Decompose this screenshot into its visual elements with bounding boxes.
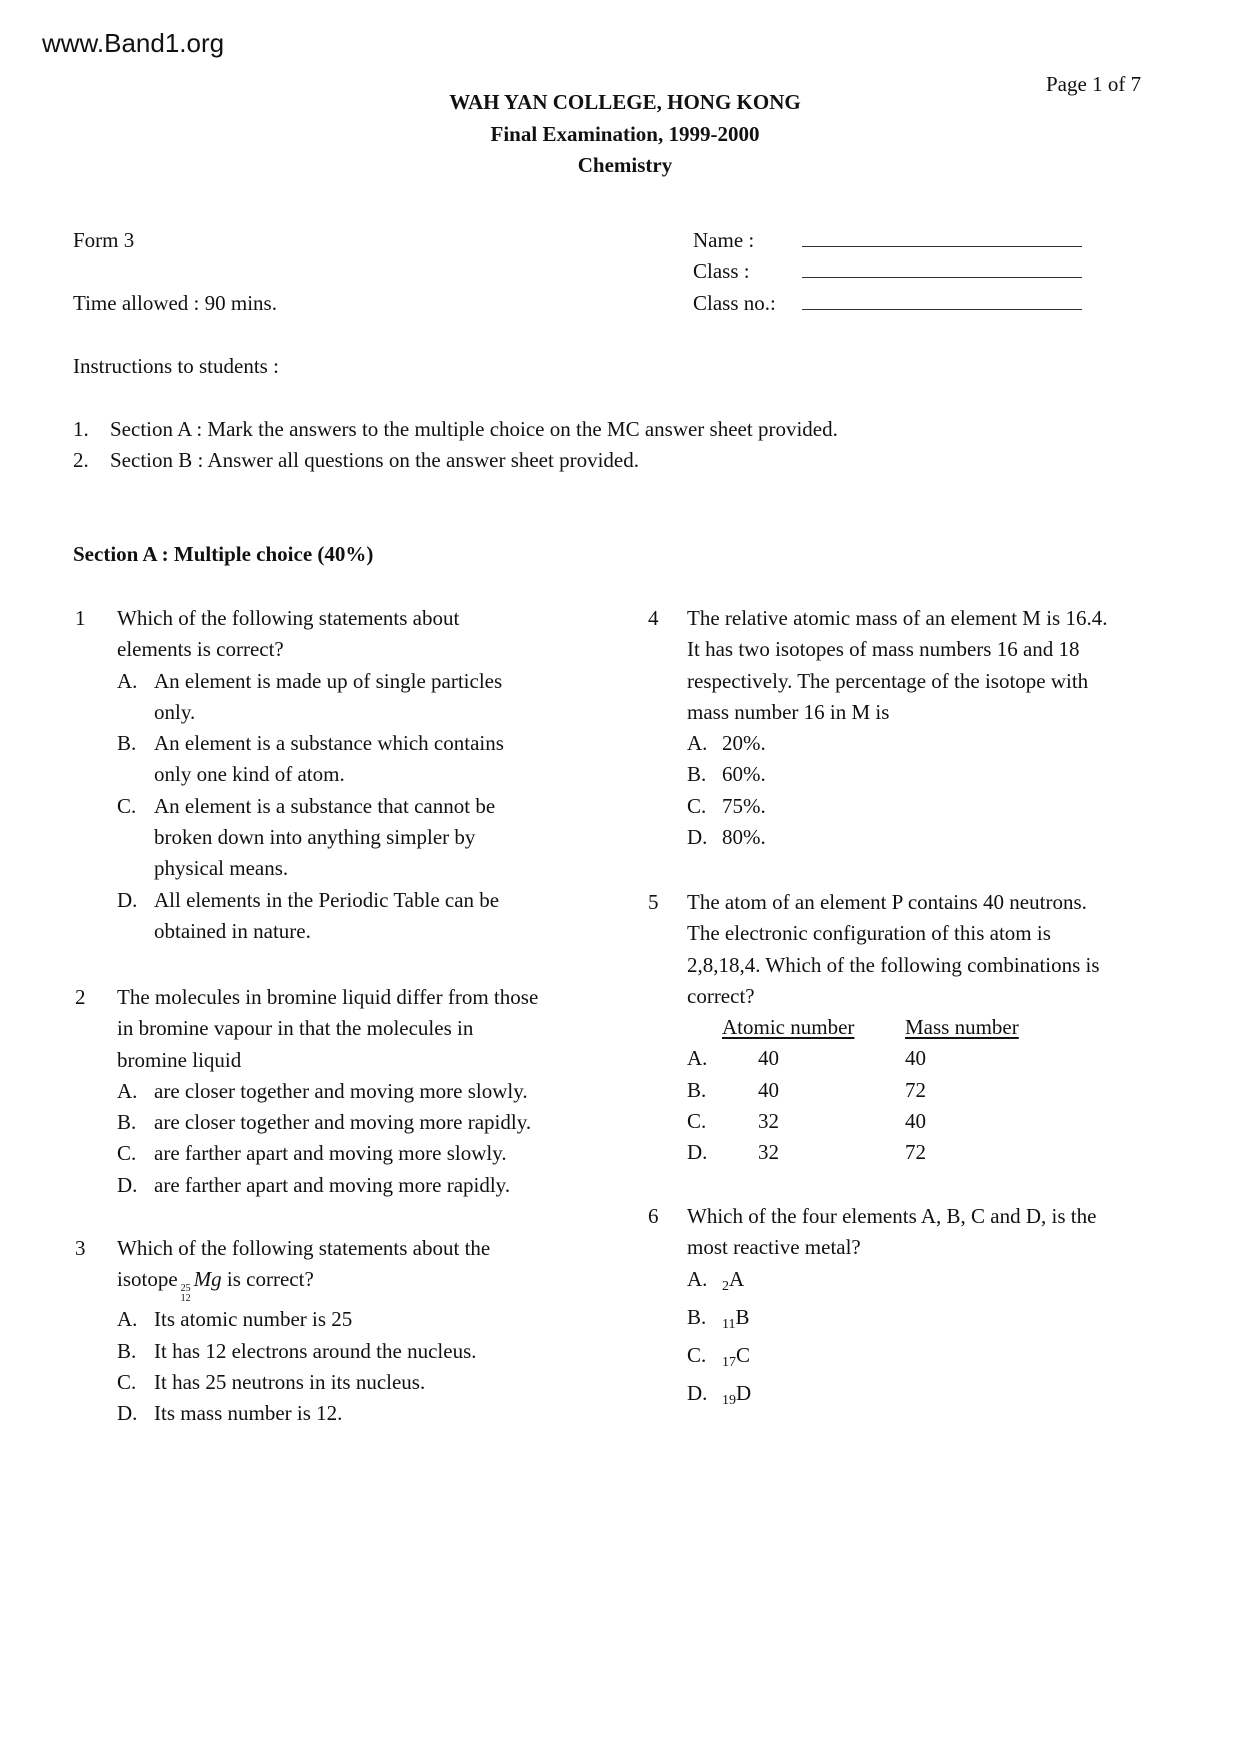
option-a[interactable] xyxy=(117,1304,637,1335)
option-d[interactable] xyxy=(687,822,1227,853)
option-c[interactable] xyxy=(117,791,637,885)
option-label: C. xyxy=(687,793,707,818)
option-text: An element is a substance which contains xyxy=(154,731,504,756)
instruction-item-2 xyxy=(73,445,639,476)
options-table xyxy=(687,1012,1227,1169)
option-a[interactable] xyxy=(687,1264,1227,1302)
question-stem: respectively. The percentage of the isotope with xyxy=(687,668,1089,693)
option-label: B. xyxy=(117,731,137,756)
option-label: D. xyxy=(687,1140,708,1165)
option-text: It has 25 neutrons in its nucleus. xyxy=(154,1369,426,1394)
option-text: are closer together and moving more slowly. xyxy=(154,1078,528,1103)
class-no-label: Class no.: xyxy=(693,290,776,315)
option-d[interactable] xyxy=(117,1170,637,1201)
option-label: D. xyxy=(117,887,138,912)
table-header-atomic-number: Atomic number xyxy=(722,1015,855,1040)
atomic-number-value: 40 xyxy=(758,1077,779,1102)
atomic-number-value: 32 xyxy=(758,1140,779,1165)
atomic-number: 12 xyxy=(180,1293,191,1305)
option-text: It has 12 electrons around the nucleus. xyxy=(154,1338,477,1363)
option-c[interactable] xyxy=(687,1340,1227,1378)
time-allowed: Time allowed : 90 mins. xyxy=(73,291,277,315)
instructions-heading: Instructions to students : xyxy=(73,354,279,378)
option-a[interactable] xyxy=(687,728,1227,759)
instruction-number: 2. xyxy=(73,448,89,472)
class-blank-line[interactable] xyxy=(802,276,1082,278)
option-label: B. xyxy=(117,1338,137,1363)
option-label: C. xyxy=(687,1343,707,1368)
question-stem: Which of the following statements about the xyxy=(117,1236,491,1260)
instruction-text: Section A : Mark the answers to the multiple choice on the MC answer sheet provided. xyxy=(110,417,838,441)
instruction-item-1 xyxy=(73,414,838,445)
atomic-number-value: 32 xyxy=(758,1109,779,1134)
mass-number-value: 40 xyxy=(905,1109,926,1134)
question-stem: mass number 16 in M is xyxy=(687,699,890,724)
exam-title: Final Examination, 1999-2000 xyxy=(490,122,760,146)
stem-text: is correct? xyxy=(226,1267,314,1292)
element-symbol: D xyxy=(736,1381,752,1406)
question-stem: in bromine vapour in that the molecules in xyxy=(117,1016,474,1041)
class-no-field[interactable] xyxy=(693,288,1082,319)
class-label: Class : xyxy=(693,259,750,284)
question-number: 5 xyxy=(648,890,659,914)
option-d[interactable] xyxy=(117,1398,637,1429)
question-stem: bromine liquid xyxy=(117,1047,242,1072)
subject-title: Chemistry xyxy=(577,153,673,177)
option-label: B. xyxy=(117,1110,137,1135)
question-stem: Which of the four elements A, B, C and D, is the xyxy=(687,1204,1097,1228)
option-label: C. xyxy=(117,793,137,818)
question-stem: most reactive metal? xyxy=(687,1235,861,1260)
watermark-text: www.Band1.org xyxy=(42,28,225,58)
stem-text: isotope xyxy=(117,1267,178,1292)
option-a[interactable] xyxy=(117,666,637,729)
option-label: A. xyxy=(687,1266,708,1291)
option-text: only. xyxy=(154,699,196,724)
option-c[interactable] xyxy=(687,791,1227,822)
option-label: D. xyxy=(687,1381,708,1406)
element-symbol: C xyxy=(736,1343,751,1368)
option-text: only one kind of atom. xyxy=(154,762,345,787)
atomic-number-subscript: 2 xyxy=(722,1278,729,1294)
mass-number: 25 xyxy=(180,1283,191,1295)
option-text: An element is a substance that cannot be xyxy=(154,793,496,818)
question-number: 4 xyxy=(648,606,659,630)
question-stem-isotope xyxy=(117,1264,637,1304)
question-stem: elements is correct? xyxy=(117,637,284,662)
name-label: Name : xyxy=(693,228,755,252)
atomic-number-subscript: 17 xyxy=(722,1355,736,1371)
option-text: An element is made up of single particles xyxy=(154,668,503,693)
option-label: D. xyxy=(687,825,708,850)
instruction-number: 1. xyxy=(73,417,89,441)
question-number: 6 xyxy=(648,1204,659,1228)
class-no-blank-line[interactable] xyxy=(802,308,1082,310)
student-info-fields xyxy=(693,225,1082,319)
option-label: A. xyxy=(117,1078,138,1103)
option-label: A. xyxy=(687,1046,708,1071)
question-stem: 2,8,18,4. Which of the following combinations is xyxy=(687,952,1100,977)
option-text: are closer together and moving more rapidly. xyxy=(154,1110,532,1135)
option-text: obtained in nature. xyxy=(154,918,311,943)
table-header-mass-number: Mass number xyxy=(905,1015,1019,1040)
option-text: All elements in the Periodic Table can be xyxy=(154,887,500,912)
option-label: A. xyxy=(687,731,708,756)
option-text: 20%. xyxy=(722,731,766,756)
option-text: Its mass number is 12. xyxy=(154,1401,343,1426)
option-b[interactable] xyxy=(117,1336,637,1367)
option-b[interactable] xyxy=(687,1302,1227,1340)
atomic-number-subscript: 11 xyxy=(722,1316,736,1332)
option-label: B. xyxy=(687,1077,707,1102)
option-label: D. xyxy=(117,1401,138,1426)
option-text: 60%. xyxy=(722,762,766,787)
question-stem: correct? xyxy=(687,983,755,1008)
instruction-text: Section B : Answer all questions on the answer sheet provided. xyxy=(110,448,639,472)
mass-number-value: 72 xyxy=(905,1140,926,1165)
question-number: 2 xyxy=(75,985,86,1009)
name-field[interactable] xyxy=(693,225,1082,256)
option-text: Its atomic number is 25 xyxy=(154,1307,353,1332)
question-number: 3 xyxy=(75,1236,86,1260)
mass-number-value: 40 xyxy=(905,1046,926,1071)
option-a[interactable] xyxy=(117,1076,637,1107)
option-label: C. xyxy=(117,1369,137,1394)
option-text: physical means. xyxy=(154,856,289,881)
option-text: 80%. xyxy=(722,825,766,850)
option-d[interactable] xyxy=(687,1378,1227,1416)
element-symbol: A xyxy=(729,1266,745,1291)
option-text: are farther apart and moving more slowly. xyxy=(154,1141,507,1166)
option-c[interactable] xyxy=(117,1367,637,1398)
element-symbol: B xyxy=(735,1304,750,1329)
option-text: 75%. xyxy=(722,793,766,818)
question-number: 1 xyxy=(75,606,86,630)
option-b[interactable] xyxy=(687,759,1227,790)
option-text: are farther apart and moving more rapidly. xyxy=(154,1172,511,1197)
form-label: Form 3 xyxy=(73,228,135,252)
class-field[interactable] xyxy=(693,256,1082,287)
question-stem: The electronic configuration of this atom is xyxy=(687,921,1051,946)
option-label: A. xyxy=(117,668,138,693)
question-stem: Which of the following statements about xyxy=(117,606,460,630)
option-label: D. xyxy=(117,1172,138,1197)
option-text: broken down into anything simpler by xyxy=(154,825,476,850)
option-label: B. xyxy=(687,1304,707,1329)
option-d[interactable] xyxy=(117,885,637,948)
option-label: C. xyxy=(687,1109,707,1134)
school-title: WAH YAN COLLEGE, HONG KONG xyxy=(449,90,801,114)
section-a-heading: Section A : Multiple choice (40%) xyxy=(73,542,374,566)
option-b[interactable] xyxy=(117,728,637,791)
question-stem: The molecules in bromine liquid differ from those xyxy=(117,985,539,1009)
question-stem: The relative atomic mass of an element M is 16.4. xyxy=(687,606,1108,630)
isotope-notation xyxy=(181,1284,191,1304)
question-stem: The atom of an element P contains 40 neutrons. xyxy=(687,890,1087,914)
option-label: A. xyxy=(117,1307,138,1332)
name-blank-line[interactable] xyxy=(802,245,1082,247)
atomic-number-subscript: 19 xyxy=(722,1393,736,1409)
option-label: C. xyxy=(117,1141,137,1166)
atomic-number-value: 40 xyxy=(758,1046,779,1071)
option-c[interactable] xyxy=(117,1138,637,1169)
element-symbol: Mg xyxy=(193,1267,222,1292)
option-b[interactable] xyxy=(117,1107,637,1138)
page-indicator: Page 1 of 7 xyxy=(1046,72,1142,96)
question-stem: It has two isotopes of mass numbers 16 and 18 xyxy=(687,637,1080,662)
mass-number-value: 72 xyxy=(905,1077,926,1102)
option-label: B. xyxy=(687,762,707,787)
